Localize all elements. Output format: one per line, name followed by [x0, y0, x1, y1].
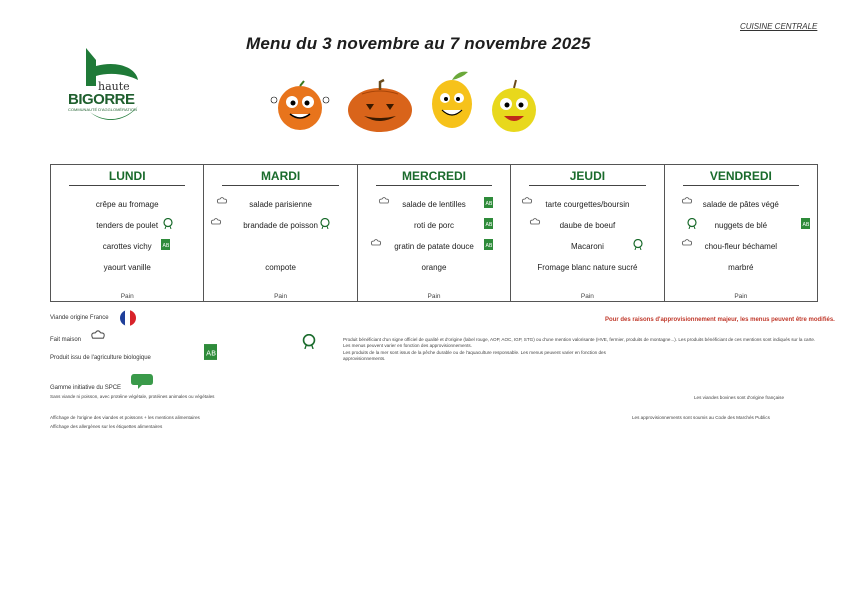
- menu-item-text: marbré: [728, 263, 754, 272]
- menu-item: [204, 200, 356, 221]
- svg-text:AB: AB: [485, 222, 493, 228]
- chef-hat-icon: [210, 218, 222, 226]
- menu-item-text: daube de boeuf: [559, 221, 616, 230]
- haute-bigorre-logo: [66, 46, 146, 126]
- veg-note: Sans viande ni poisson, avec protéine végétale, protéines animales ou végétales: [50, 394, 215, 399]
- fruit-characters-illustration: [262, 60, 552, 140]
- menu-item-text: yaourt vanille: [103, 263, 151, 272]
- day-header: MARDI: [222, 165, 338, 186]
- day-header: MERCREDI: [376, 165, 492, 186]
- organic-ab-icon: [204, 344, 217, 360]
- organic-ab-icon: [484, 218, 493, 229]
- day-column-wednesday: [358, 165, 511, 301]
- quality-label-icon: [163, 218, 173, 229]
- menu-item-text: crêpe au fromage: [95, 200, 159, 209]
- menu-item-text: compote: [265, 263, 296, 272]
- organic-ab-icon: [484, 197, 493, 208]
- pumpkin-character-icon: [348, 80, 412, 132]
- menu-item-text: Fromage blanc nature sucré: [537, 263, 638, 272]
- legend-veg-range: Gamme initiative du SPCE: [50, 385, 122, 391]
- weekly-menu-table: [50, 164, 818, 302]
- bread-label: Pain: [734, 293, 748, 300]
- chef-hat-icon: [216, 197, 228, 205]
- menu-item-text: chou-fleur béchamel: [704, 242, 778, 251]
- menu-item: [51, 200, 203, 221]
- legend-homemade: Fait maison: [50, 337, 82, 343]
- quality-note: Produit bénéficiant d'un signe officiel de qualité et d'origine (label rouge, AOP, AOC, IGP, STG) ou d'une mention valorisante (HVE, fermier, produits de montagne...). Les produits bénéficiant de ces mentions sont indiqués sur la carte. Les menus peuvent varier en fonction des approvisionnements.: [343, 337, 816, 348]
- page-title: Menu du 3 novembre au 7 novembre 2025: [246, 34, 591, 53]
- menu-item-text: salade de lentilles: [402, 200, 466, 209]
- logo-top-text: haute: [98, 80, 130, 93]
- menu-item: [511, 263, 663, 284]
- beef-origin-note: Les viandes bovines sont d'origine française: [694, 395, 784, 400]
- quality-label-icon: [687, 218, 697, 229]
- menu-item-text: carottes vichy: [102, 242, 152, 251]
- svg-text:AB: AB: [485, 201, 493, 207]
- quality-label-icon: [320, 218, 330, 229]
- quality-label-icon: [302, 334, 316, 349]
- bread-label: Pain: [580, 293, 594, 300]
- supply-warning: Pour des raisons d'approvisionnement majeur, les menus peuvent être modifiés.: [605, 317, 835, 323]
- menu-item: [204, 263, 356, 284]
- market-note: Les approvisionnements sont soumis au Code des Marchés Publics: [632, 415, 770, 420]
- day-column-thursday: [511, 165, 664, 301]
- logo-tag-text: COMMUNAUTÉ D'AGGLOMÉRATION: [68, 107, 137, 112]
- menu-item: [51, 263, 203, 284]
- menu-item: [204, 221, 356, 242]
- day-header: JEUDI: [529, 165, 645, 186]
- legend-organic: Produit issu de l'agriculture biologique: [50, 355, 151, 361]
- menu-item: [511, 242, 663, 263]
- menu-item: [358, 263, 510, 284]
- menu-item-text: nuggets de blé: [714, 221, 768, 230]
- menu-item-text: tarte courgettes/boursin: [545, 200, 630, 209]
- lemon-character-icon: [432, 72, 472, 128]
- bread-label: Pain: [120, 293, 134, 300]
- orange-character-icon: [271, 81, 329, 130]
- menu-item: [51, 221, 203, 242]
- day-column-friday: [665, 165, 817, 301]
- menu-item: [51, 242, 203, 263]
- menu-item-text: brandade de poisson: [243, 221, 318, 230]
- kitchen-label: CUISINE CENTRALE: [740, 22, 818, 31]
- chef-hat-icon: [521, 197, 533, 205]
- logo-main-text: BIGORRE: [68, 91, 135, 108]
- menu-item: [665, 242, 817, 263]
- menu-item-text: salade parisienne: [249, 200, 312, 209]
- menu-item: [665, 263, 817, 284]
- organic-ab-icon: [484, 239, 493, 250]
- menu-item-text: gratin de patate douce: [394, 242, 474, 251]
- menu-item-text: tenders de poulet: [96, 221, 159, 230]
- legend-french-meat: Viande origine France: [50, 315, 109, 321]
- menu-item-text: orange: [421, 263, 447, 272]
- bread-label: Pain: [427, 293, 441, 300]
- svg-text:AB: AB: [802, 222, 809, 228]
- svg-text:AB: AB: [485, 243, 493, 249]
- origin-note: Affichage de l'origine des viandes et poissons + les mentions alimentaires: [50, 415, 200, 420]
- organic-ab-icon: [161, 239, 170, 250]
- day-column-tuesday: [204, 165, 357, 301]
- day-column-monday: [51, 165, 204, 301]
- menu-item-text: Macaroni: [570, 242, 604, 251]
- menu-item-text: salade de pâtes végé: [702, 200, 779, 209]
- organic-ab-icon: [801, 218, 810, 229]
- chef-hat-icon: [370, 239, 382, 247]
- menu-item: [204, 242, 356, 263]
- menu-item-text: roti de porc: [414, 221, 455, 230]
- quality-note-2: Les produits de la mer sont issus de la pêche durable ou de l'aquaculture responsable. Les menus peuvent varier en fonction des approvisionnements.: [343, 350, 606, 361]
- quality-label-icon: [633, 239, 643, 250]
- french-flag-icon: [120, 310, 136, 326]
- day-header: LUNDI: [69, 165, 185, 186]
- svg-text:AB: AB: [162, 243, 170, 249]
- allergen-note: Affichage des allergènes sur les étiquettes alimentaires: [50, 424, 163, 429]
- svg-text:AB: AB: [206, 348, 217, 358]
- chef-hat-icon: [681, 239, 693, 247]
- chef-hat-icon: [378, 197, 390, 205]
- chef-hat-icon: [529, 218, 541, 226]
- veg-range-bubble-icon: [130, 372, 154, 390]
- menu-item: [358, 242, 510, 263]
- day-header: VENDREDI: [683, 165, 799, 186]
- chef-hat-icon: [681, 197, 693, 205]
- chef-hat-icon: [90, 330, 106, 341]
- bread-label: Pain: [274, 293, 288, 300]
- apple-character-icon: [492, 80, 536, 132]
